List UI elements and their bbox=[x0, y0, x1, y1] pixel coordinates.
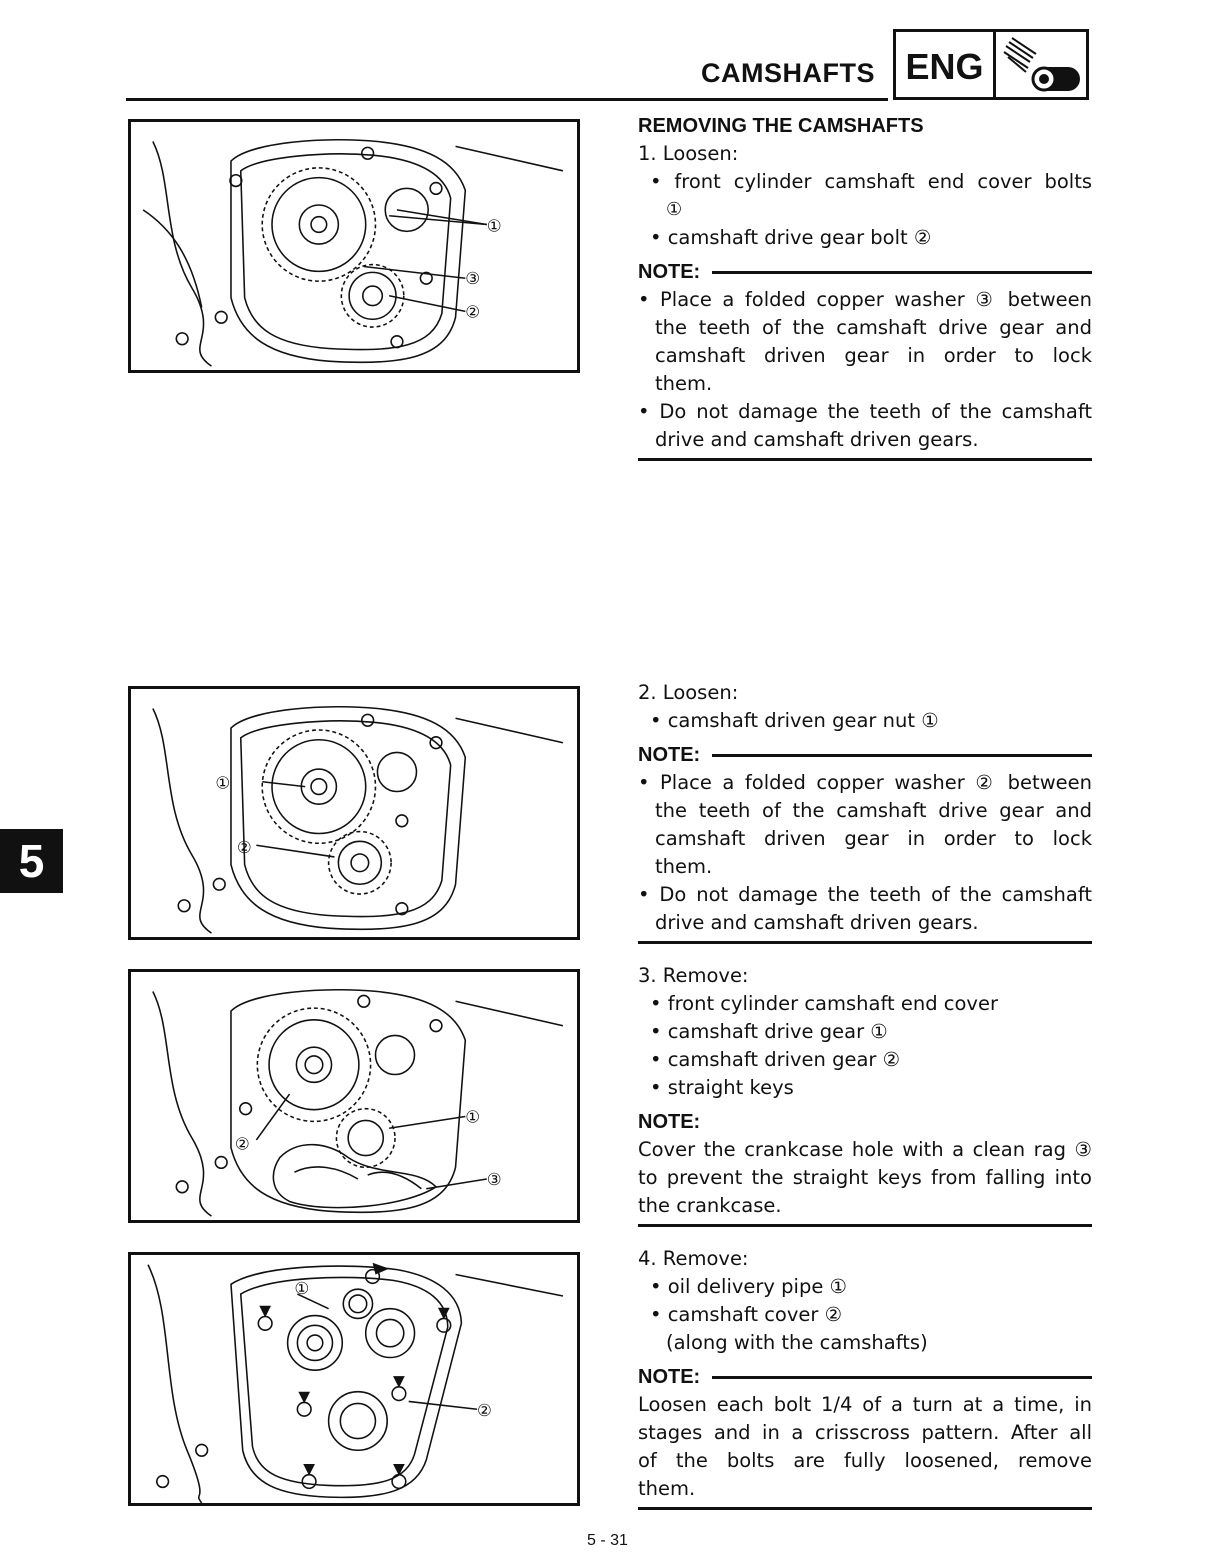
note-line: the crankcase. bbox=[638, 1194, 782, 1217]
note-line: camshaft driven gear in order to lock bbox=[655, 344, 1092, 367]
step-3-bullet-1: • front cylinder camshaft end cover bbox=[650, 992, 998, 1015]
section-4 bbox=[638, 1245, 1092, 1510]
note-label: NOTE: bbox=[638, 1111, 701, 1133]
note-line: them. bbox=[655, 855, 713, 878]
note-line: • Place a folded copper washer ③ between bbox=[638, 288, 1092, 311]
figure-3-gears-removed bbox=[128, 969, 580, 1223]
note-line: them. bbox=[638, 1477, 696, 1500]
figure-4-camshaft-cover bbox=[128, 1252, 580, 1506]
note-line: the teeth of the camshaft drive gear and bbox=[655, 316, 1092, 339]
note-line: • Place a folded copper washer ② between bbox=[638, 771, 1092, 794]
step-3-bullet-3: • camshaft driven gear ② bbox=[650, 1048, 901, 1071]
note-line: Cover the crankcase hole with a clean rag ③ bbox=[638, 1138, 1092, 1161]
callout-1: ① bbox=[486, 216, 502, 236]
step-3: 3. Remove: bbox=[638, 964, 749, 987]
step-2-bullet-1: • camshaft driven gear nut ① bbox=[650, 709, 939, 732]
note-rule bbox=[712, 754, 1092, 757]
note-header bbox=[638, 741, 1092, 769]
note-rule bbox=[712, 1376, 1092, 1379]
step-4-bullet-2: • camshaft cover ② bbox=[650, 1303, 843, 1326]
engine-wrench-icon bbox=[996, 32, 1086, 97]
callout-2: ② bbox=[234, 1134, 250, 1154]
callout-1: ① bbox=[465, 1107, 481, 1127]
callout-1: ① bbox=[215, 773, 231, 793]
note-header bbox=[638, 1108, 1092, 1136]
callout-2: ② bbox=[465, 302, 481, 322]
note-line: Loosen each bolt 1/4 of a turn at a time, in bbox=[638, 1393, 1092, 1416]
callout-2: ② bbox=[236, 838, 252, 858]
callout-3: ③ bbox=[465, 269, 481, 289]
header-rule bbox=[126, 98, 888, 101]
note-label: NOTE: bbox=[638, 744, 701, 766]
note-end-rule bbox=[638, 941, 1092, 944]
note-line: camshaft driven gear in order to lock bbox=[655, 827, 1092, 850]
step-3-bullet-4: • straight keys bbox=[650, 1076, 794, 1099]
callout-1: ① bbox=[294, 1279, 310, 1299]
step-4-bullet-1: • oil delivery pipe ① bbox=[650, 1275, 848, 1298]
note-end-rule bbox=[638, 458, 1092, 461]
page-title: CAMSHAFTS bbox=[701, 58, 875, 88]
section-heading: REMOVING THE CAMSHAFTS bbox=[638, 115, 924, 137]
section-badge-label: ENG bbox=[896, 32, 996, 97]
figure-1-camshaft-end-cover bbox=[128, 119, 580, 373]
note-line: • Do not damage the teeth of the camshaft bbox=[638, 400, 1092, 423]
step-3-bullet-2: • camshaft drive gear ① bbox=[650, 1020, 888, 1043]
step-4: 4. Remove: bbox=[638, 1247, 749, 1270]
figure-2-camshaft-driven-gear bbox=[128, 686, 580, 940]
section-1 bbox=[638, 112, 1092, 461]
note-line: drive and camshaft driven gears. bbox=[655, 428, 979, 451]
note-label: NOTE: bbox=[638, 1366, 701, 1388]
note-line: the teeth of the camshaft drive gear and bbox=[655, 799, 1092, 822]
page-number: 5 - 31 bbox=[587, 1532, 628, 1549]
note-line: stages and in a crisscross pattern. After all bbox=[638, 1421, 1092, 1444]
note-end-rule bbox=[638, 1507, 1092, 1510]
section-2 bbox=[638, 679, 1092, 944]
callout-2: ② bbox=[477, 1401, 492, 1421]
note-line: of the bolts are fully loosened, remove bbox=[638, 1449, 1092, 1472]
note-line: • Do not damage the teeth of the camshaft bbox=[638, 883, 1092, 906]
note-line: them. bbox=[655, 372, 713, 395]
note-line: to prevent the straight keys from falling into bbox=[638, 1166, 1092, 1189]
note-end-rule bbox=[638, 1224, 1092, 1227]
step-1-bullet-1: • front cylinder camshaft end cover bolts bbox=[650, 170, 1092, 193]
step-1-bullet-1-cont: ① bbox=[666, 199, 683, 220]
note-header bbox=[638, 1363, 1092, 1391]
chapter-tab: 5 bbox=[0, 829, 63, 893]
step-4-bullet-2-cont: (along with the camshafts) bbox=[666, 1331, 928, 1354]
note-header bbox=[638, 258, 1092, 286]
step-2: 2. Loosen: bbox=[638, 681, 739, 704]
note-line: drive and camshaft driven gears. bbox=[655, 911, 979, 934]
section-3 bbox=[638, 962, 1092, 1227]
section-badge bbox=[893, 29, 1089, 100]
note-label: NOTE: bbox=[638, 261, 701, 283]
note-rule bbox=[712, 271, 1092, 274]
step-1-bullet-2: • camshaft drive gear bolt ② bbox=[650, 226, 932, 249]
step-1: 1. Loosen: bbox=[638, 142, 739, 165]
callout-3: ③ bbox=[486, 1169, 502, 1189]
